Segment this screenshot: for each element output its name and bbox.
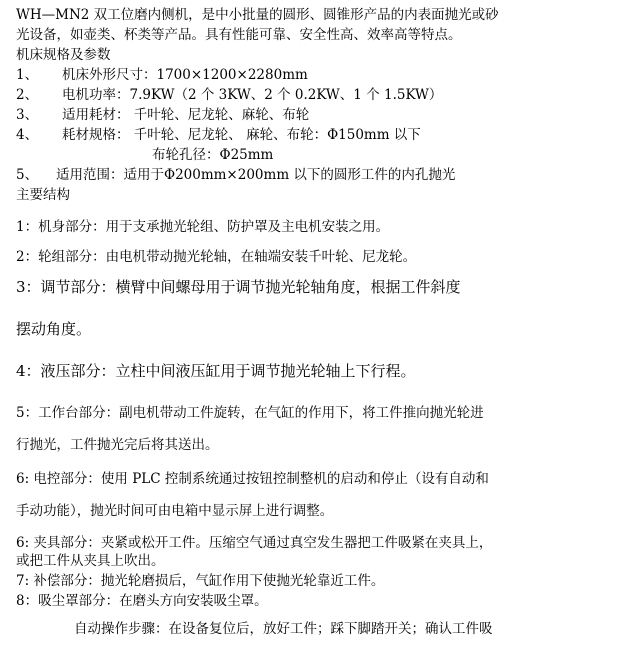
intro-line-1: WH—MN2 双工位磨内侧机，是中小批量的圆形、圆锥形产品的内表面抛光或砂 <box>16 7 499 23</box>
structure-heading: 主要结构 <box>16 187 70 203</box>
spec-item-4 <box>16 126 421 144</box>
spec-number: 4、 <box>16 127 39 143</box>
spec-text: 适用耗材： 千叶轮、尼龙轮、麻轮、布轮 <box>62 107 310 123</box>
spec-item-5 <box>16 166 455 184</box>
structure-item-4: 4：液压部分：立柱中间液压缸用于调节抛光轮轴上下行程。 <box>16 362 416 380</box>
spec-item-1 <box>16 66 308 84</box>
spec-heading: 机床规格及参数 <box>16 47 111 63</box>
structure-item-7: 7: 补偿部分：抛光轮磨损后，气缸作用下使抛光轮靠近工件。 <box>16 573 385 589</box>
structure-item-6: 6: 电控部分：使用 PLC 控制系统通过按钮控制整机的启动和停止（设有自动和 <box>16 471 489 487</box>
spec-item-4b <box>152 146 273 164</box>
intro-line-2: 光设备，如壶类、杯类等产品。具有性能可靠、安全性高、效率高等特点。 <box>16 27 462 43</box>
spec-text: 耗材规格： 千叶轮、尼龙轮、 麻轮、布轮：Φ150mm 以下 <box>62 127 421 143</box>
spec-number: 2、 <box>16 87 39 103</box>
spec-number: 3、 <box>16 107 39 123</box>
structure-item-3: 3：调节部分：横臂中间螺母用于调节抛光轮轴角度，根据工件斜度 <box>16 278 461 296</box>
spec-text: 适用范围：适用于Φ200mm×200mm 以下的圆形工件的内孔抛光 <box>56 167 456 183</box>
spec-item-2 <box>16 86 442 104</box>
structure-item-3-cont: 摆动角度。 <box>16 320 92 338</box>
spec-number: 5、 <box>16 167 39 183</box>
structure-item-5: 5：工作台部分：副电机带动工件旋转，在气缸的作用下，将工件推向抛光轮进 <box>16 405 484 421</box>
structure-item-8: 8：吸尘罩部分：在磨头方向安装吸尘罩。 <box>16 593 268 609</box>
structure-item-2: 2：轮组部分：由电机带动抛光轮轴，在轴端安装千叶轮、尼龙轮。 <box>16 249 417 265</box>
structure-item-1: 1：机身部分：用于支承抛光轮组、防护罩及主电机安装之用。 <box>16 219 390 235</box>
auto-steps: 自动操作步骤：在设备复位后，放好工件；踩下脚踏开关；确认工件吸 <box>74 621 493 637</box>
spec-number: 1、 <box>16 67 39 83</box>
structure-item-6-cont: 手动功能），抛光时间可由电箱中显示屏上进行调整。 <box>16 503 334 519</box>
spec-text: 布轮孔径：Φ25mm <box>152 147 274 163</box>
structure-item-5-cont: 行抛光，工件抛光完后将其送出。 <box>16 437 219 453</box>
spec-text: 机床外形尺寸：1700×1200×2280mm <box>62 67 308 83</box>
spec-item-3 <box>16 106 309 124</box>
spec-text: 电机功率：7.9KW（2 个 3KW、2 个 0.2KW、1 个 1.5KW） <box>62 87 443 103</box>
structure-item-6b-cont: 或把工件从夹具上吹出。 <box>16 553 165 569</box>
structure-item-6b: 6: 夹具部分：夹紧或松开工件。压缩空气通过真空发生器把工件吸紧在夹具上， <box>16 535 493 551</box>
